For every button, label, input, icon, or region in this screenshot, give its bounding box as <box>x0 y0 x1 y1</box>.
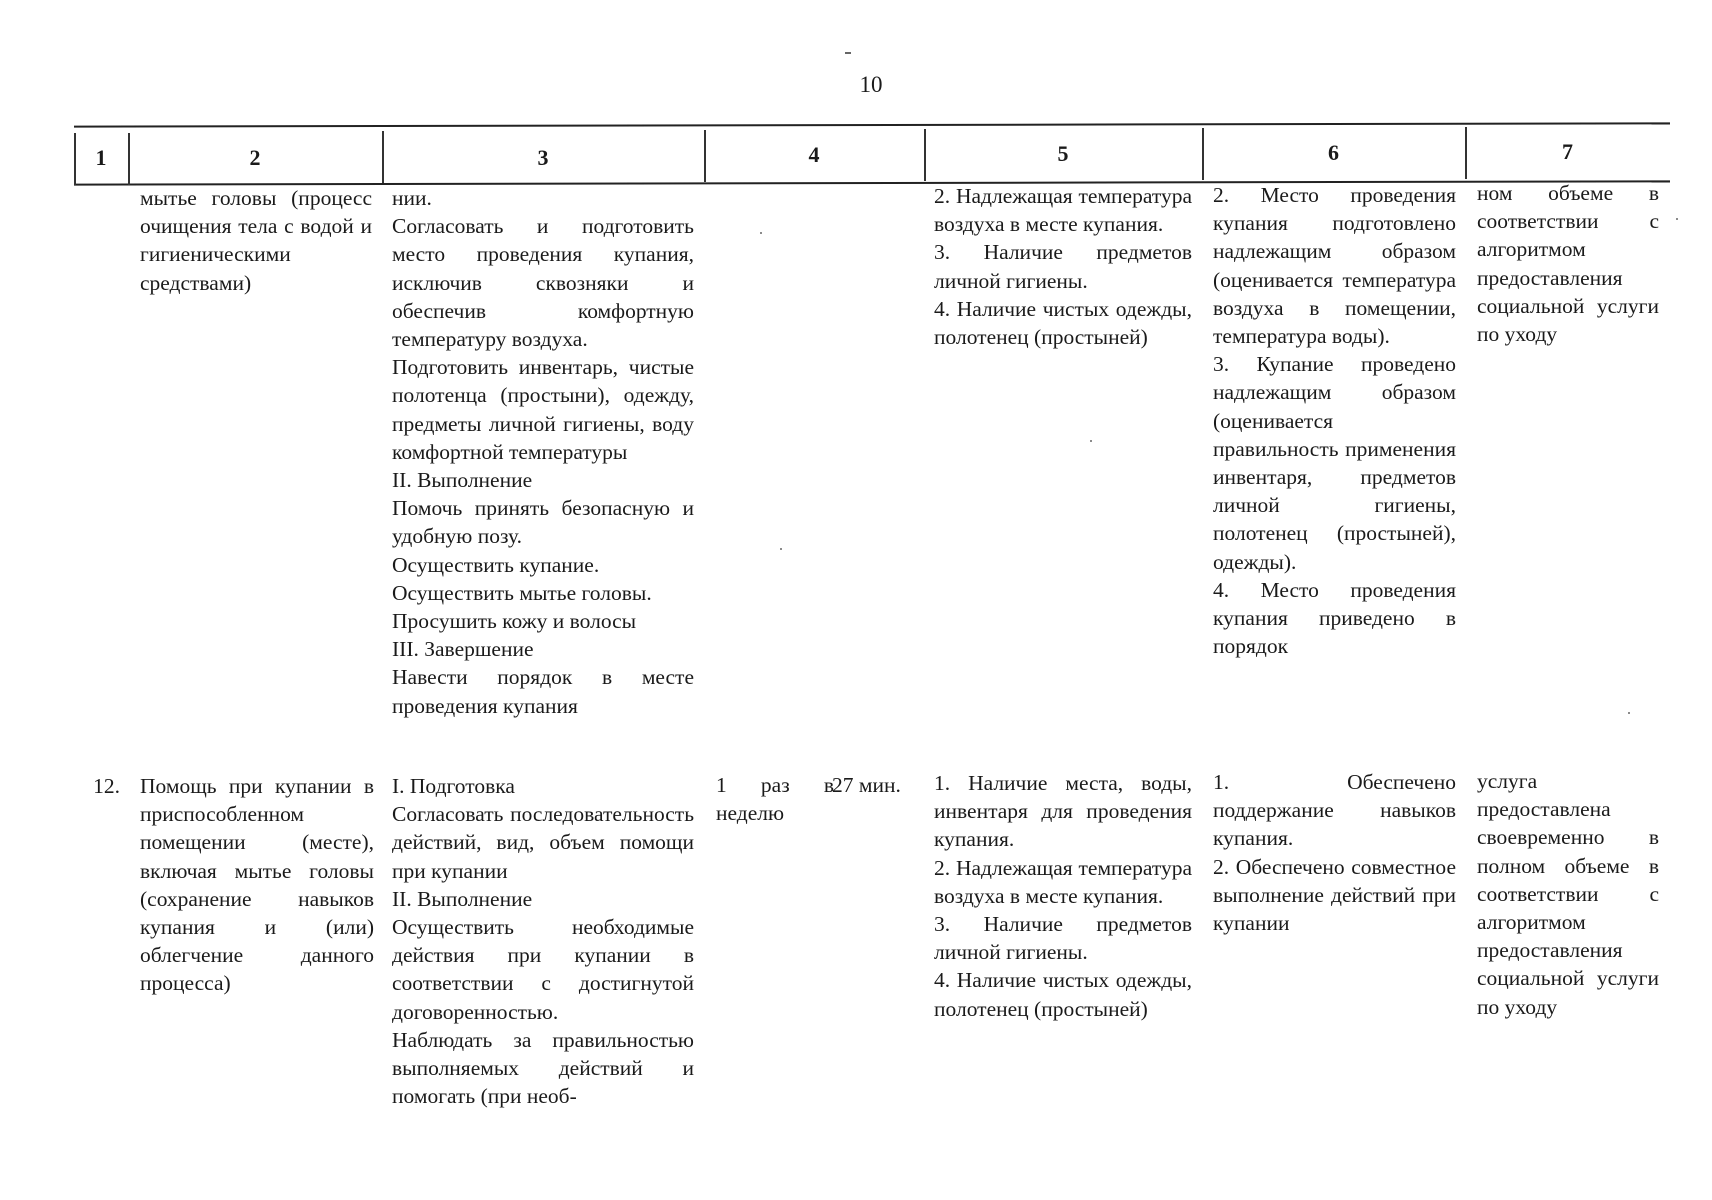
cont-col7-text: ном объеме в соответствии с алгоритмом предоставления социальной услуги по уходу <box>1477 181 1659 347</box>
header-col-3: 3 <box>537 145 549 170</box>
row12-col5-line: 3. Наличие предметов личной гигиены. <box>934 912 1192 965</box>
cont-col6-evaluation <box>1213 181 1456 660</box>
header-col-5: 5 <box>1057 141 1069 166</box>
cont-col3-line: Навести порядок в месте проведения купания <box>392 665 694 718</box>
header-col-2: 2 <box>249 145 261 170</box>
cont-col3-line: Подготовить инвентарь, чистые полотенца (простыни), одежду, предметы личной гигиены, воду комфортной температуры <box>392 355 694 464</box>
row12-col5-line: 4. Наличие чистых одежды, полотенец (простыней) <box>934 968 1192 1021</box>
scan-speck <box>845 52 851 54</box>
row12-col5-line: 1. Наличие места, воды, инвентаря для проведения купания. <box>934 771 1192 852</box>
row12-col2-text: Помощь при купании в приспособленном помещении (месте), включая мытье головы (сохранение навыков купания и (или) облегчение данного процесса) <box>140 774 374 996</box>
cont-col3-line: Просушить кожу и волосы <box>392 609 637 634</box>
row12-col6-evaluation <box>1213 768 1456 937</box>
row12-col5-indicators <box>934 769 1192 1023</box>
row12-col4-time: 27 мин. <box>832 773 901 797</box>
row12-col5-line: 2. Надлежащая температура воздуха в месте купания. <box>934 855 1192 908</box>
cont-col5-line: 4. Наличие чистых одежды, полотенец (простыней) <box>934 296 1192 350</box>
scan-speck <box>760 232 762 234</box>
cont-col3-line: Помочь принять безопасную и удобную позу. <box>392 496 694 549</box>
header-col-6: 6 <box>1328 140 1339 165</box>
row12-col7-text: услуга предоставлена своевременно в полном объеме в соответствии с алгоритмом предоставления социальной услуги по уходу <box>1477 769 1659 1019</box>
cont-col6-line: 3. Купание проведено надлежащим образом (оценивается правильность применения инвентаря, предметов личной гигиены, полотенец (простыней), одежды). <box>1213 352 1456 574</box>
table-top-border <box>74 122 1670 127</box>
row12-col3-line: Осуществить необходимые действия при купании в соответствии с достигнутой договоренностью. <box>392 915 694 1024</box>
row12-col3-line: Согласовать последовательность действий, вид, объем помощи при купании <box>392 802 694 883</box>
cont-col3-procedure <box>392 184 694 720</box>
cont-col5-indicators <box>934 182 1192 351</box>
cont-col2-text: мытье головы (процесс очищения тела с водой и гигиеническими средствами) <box>140 186 372 295</box>
cont-col3-line: Согласовать и подготовить место проведения купания, исключив сквозняки и обеспечив комфортную температуру воздуха. <box>392 214 694 352</box>
cont-col5-line: 2. Надлежащая температура воздуха в месте купания. <box>934 184 1192 237</box>
cont-col6-line: 2. Место проведения купания подготовлено надлежащим образом (оценивается температура воздуха в помещении, температура воды). <box>1213 183 1456 349</box>
cont-col3-line: II. Выполнение <box>392 468 533 493</box>
row12-number: 12. <box>93 774 120 798</box>
page-number: 10 <box>859 72 883 97</box>
cont-col3-line: Осуществить купание. <box>392 552 600 577</box>
header-col-1: 1 <box>95 145 107 170</box>
row12-col4-frequency: 1 раз в неделю <box>716 773 834 826</box>
scan-speck <box>1676 218 1678 220</box>
header-col-4: 4 <box>808 142 820 167</box>
row12-col6-line: 2. Обеспечено совместное выполнение действий при купании <box>1213 854 1456 936</box>
scan-speck <box>1090 440 1092 442</box>
row12-col3-line: II. Выполнение <box>392 886 533 911</box>
scan-speck <box>1628 712 1630 714</box>
row12-col3-line: I. Подготовка <box>392 774 515 798</box>
cont-col6-line: 4. Место проведения купания приведено в порядок <box>1213 577 1456 659</box>
header-col-7: 7 <box>1562 139 1573 164</box>
scan-speck <box>780 548 782 550</box>
cont-col3-line: III. Завершение <box>392 637 534 662</box>
row12-col3-procedure <box>392 772 694 1110</box>
cont-col3-line: нии. <box>392 186 432 210</box>
row12-col6-line: 1. Обеспечено поддержание навыков купания. <box>1213 770 1456 851</box>
cont-col3-line: Осуществить мытье головы. <box>392 580 652 605</box>
cont-col5-line: 3. Наличие предметов личной гигиены. <box>934 240 1192 293</box>
row12-col3-line: Наблюдать за правильностью выполняемых действий и помогать (при необ- <box>392 1027 694 1109</box>
